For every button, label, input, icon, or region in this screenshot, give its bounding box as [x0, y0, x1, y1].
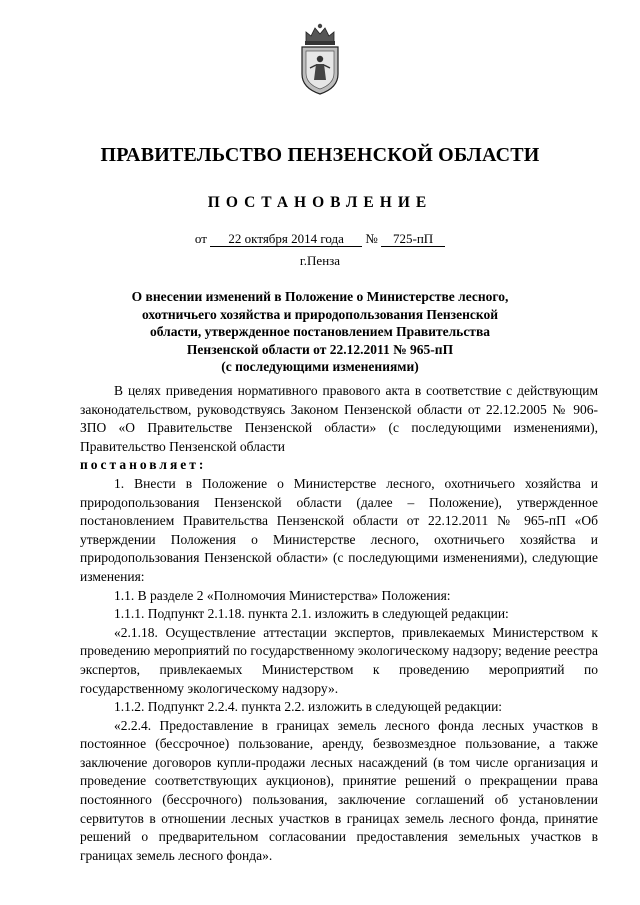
subject-line: О внесении изменений в Положение о Министерстве лесного, [131, 289, 509, 304]
document-subject [118, 288, 522, 376]
body-paragraph: 1. Внести в Положение о Министерстве лесного, охотничьего хозяйства и природопользования Пензенской области (далее – Положение), утвержденное постановлением Правительства Пензенской области от 22.12.2011 № 965-пП «Об утверждении Положения о Министерстве лесного, охотничьего хозяйства и природопользования Пензенской области» (с последующими изменениями), следующие изменения: [80, 475, 598, 584]
body-paragraph: 1.1.1. Подпункт 2.1.18. пункта 2.1. изложить в следующей редакции: [114, 606, 509, 622]
document-type: ПОСТАНОВЛЕНИЕ [207, 194, 433, 211]
date-prefix: от [194, 231, 207, 246]
subject-line: (с последующими изменениями) [221, 359, 419, 375]
subject-line: охотничьего хозяйства и природопользования Пензенской [142, 306, 498, 322]
coat-of-arms-icon [296, 22, 344, 96]
government-title: ПРАВИТЕЛЬСТВО ПЕНЗЕНСКОЙ ОБЛАСТИ [100, 144, 540, 166]
document-body [80, 382, 598, 865]
document-number: 725-пП [381, 232, 445, 247]
body-paragraph: «2.1.18. Осуществление аттестации экспертов, привлекаемых Министерством к проведению мероприятий по государственному экологическому надзору; ведение реестра экспертов, привлекаемых Министерством к проведению мероприятий по государственному экологическому надзору». [80, 624, 598, 696]
resolves-paragraph [80, 456, 598, 475]
subject-line: Пензенской области от 22.12.2011 № 965-пП [186, 341, 454, 357]
body-paragraph: 1.1.2. Подпункт 2.2.4. пункта 2.2. изложить в следующей редакции: [114, 699, 503, 715]
subject-line: области, утвержденное постановлением Правительства [150, 324, 490, 340]
number-prefix: № [365, 231, 378, 246]
resolves-word: постановляет: [80, 457, 207, 473]
document-date: 22 октября 2014 года [210, 232, 362, 247]
body-paragraph: «2.2.4. Предоставление в границах земель лесного фонда лесных участков в постоянное (бессрочное) пользование, аренду, безвозмездное пользование, а также заключение договоров купли-продажи лесных насаждений (в том числе организация и проведение соответствующих аукционов), принятие решений о прекращении права постоянного (бессрочного) пользования, заключение соглашений об установлении сервитутов в отношении лесных участков в границах земель лесного фонда, принятие решений о предварительном согласовании предоставления земельных участков в границах земель лесного фонда». [80, 717, 598, 863]
preamble-paragraph: В целях приведения нормативного правового акта в соответствие с действующим законодательством, руководствуясь Законом Пензенской области от 22.12.2005 № 906-ЗПО «О Правительстве Пензенской области» (с последующими изменениями), Правительство Пензенской области [80, 383, 598, 454]
body-paragraph: 1.1. В разделе 2 «Полномочия Министерства» Положения: [114, 587, 451, 603]
city: г.Пенза [299, 253, 341, 268]
date-number-line [0, 231, 640, 247]
